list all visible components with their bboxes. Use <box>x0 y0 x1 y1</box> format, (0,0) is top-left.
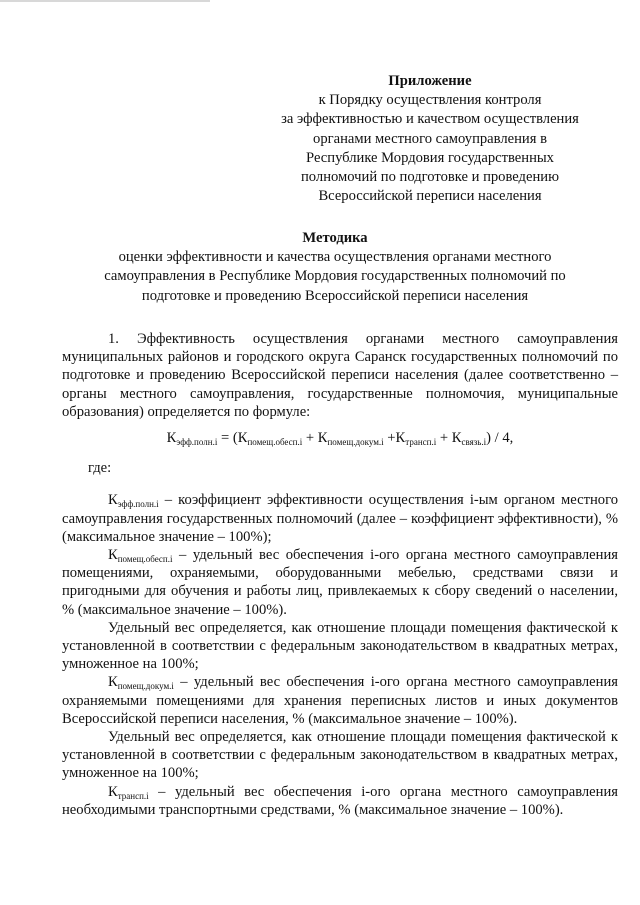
formula-subscript: помещ.обесп.i <box>247 437 303 448</box>
definition-k-eff <box>62 491 618 546</box>
term-subscript: помещ.обесп.i <box>117 554 173 565</box>
formula-subscript: помещ.докум.i <box>327 437 384 448</box>
formula-text: ) / 4, <box>486 430 514 447</box>
document-body <box>62 330 618 819</box>
term-symbol: К <box>108 492 118 509</box>
formula-subscript: связь.i <box>461 437 487 448</box>
formula-symbol: К <box>166 430 177 447</box>
definition-k-documents <box>62 673 618 728</box>
appendix-line: Всероссийской переписи населения <box>318 188 542 205</box>
appendix-line: к Порядку осуществления контроля <box>318 92 542 109</box>
definition-note: Удельный вес определяется, как отношение площади помещения фактической к установленной в соответствии с федеральным законодательством в квадратных метрах, умноженное на 100%; <box>62 619 618 673</box>
formula-subscript: эфф.полн.i <box>176 437 218 448</box>
paragraph-1: 1. Эффективность осуществления органами местного самоуправления муниципальных районов и городского округа Саранск государственных полномочий по подготовке и проведению Всероссийской переписи населения (далее соответственно – органы местного самоуправления, государственные полномочия, муниципальные образования) определяется по формуле: <box>62 331 618 420</box>
appendix-title: Приложение <box>388 73 472 89</box>
term-symbol: К <box>108 547 118 564</box>
methodology-line: подготовке и проведению Всероссийской переписи населения <box>141 287 529 304</box>
formula-subscript: трансп.i <box>405 437 437 448</box>
term-symbol: К <box>108 783 118 800</box>
appendix-line: Республике Мордовия государственных <box>306 149 554 166</box>
methodology-heading <box>52 229 618 306</box>
appendix-line: полномочий по подготовке и проведению <box>301 169 559 186</box>
term-definition: – удельный вес обеспечения i-ого органа местного самоуправления охраняемыми помещениями для хранения переписных листов и иных документов Всероссийской переписи населения, % (максимальное значение – 100%). <box>62 674 618 727</box>
appendix-header <box>280 72 580 206</box>
formula-text: + К <box>302 430 328 447</box>
appendix-line: органами местного самоуправления в <box>313 130 547 147</box>
methodology-title: Методика <box>302 230 368 246</box>
term-definition: – удельный вес обеспечения i-ого органа местного самоуправления необходимыми транспортными средствами, % (максимальное значение – 100%). <box>62 783 618 818</box>
term-definition: – удельный вес обеспечения i-ого органа местного самоуправления помещениями, охраняемыми, оборудованными мебелью, средствами связи и пригодными для обучения и работы лиц, привлекаемых к сбору сведений о населении, % (максимальное значение – 100%). <box>62 547 618 618</box>
appendix-line: за эффективностью и качеством осуществления <box>281 111 579 128</box>
definition-note: Удельный вес определяется, как отношение площади помещения фактической к установленной в соответствии с федеральным законодательством в квадратных метрах, умноженное на 100%; <box>62 729 618 782</box>
formula-text: = (К <box>217 430 248 447</box>
term-definition: – коэффициент эффективности осуществления i-ым органом местного самоуправления государственных полномочий (далее – коэффициент эффективности), % (максимальное значение – 100%); <box>62 492 618 545</box>
term-subscript: эфф.полн.i <box>117 499 159 510</box>
efficiency-formula <box>62 429 618 447</box>
where-label: где: <box>88 460 112 477</box>
term-symbol: К <box>108 674 118 691</box>
definition-k-premises <box>62 546 618 619</box>
methodology-line: самоуправления в Республике Мордовия государственных полномочий по <box>104 268 566 285</box>
methodology-line: оценки эффективности и качества осуществления органами местного <box>118 249 552 266</box>
formula-text: +К <box>383 430 406 447</box>
term-subscript: помещ.докум.i <box>117 681 174 692</box>
scan-edge-mark <box>0 0 210 2</box>
term-subscript: трансп.i <box>117 790 149 801</box>
definition-k-transport <box>62 783 618 819</box>
formula-text: + К <box>436 430 462 447</box>
